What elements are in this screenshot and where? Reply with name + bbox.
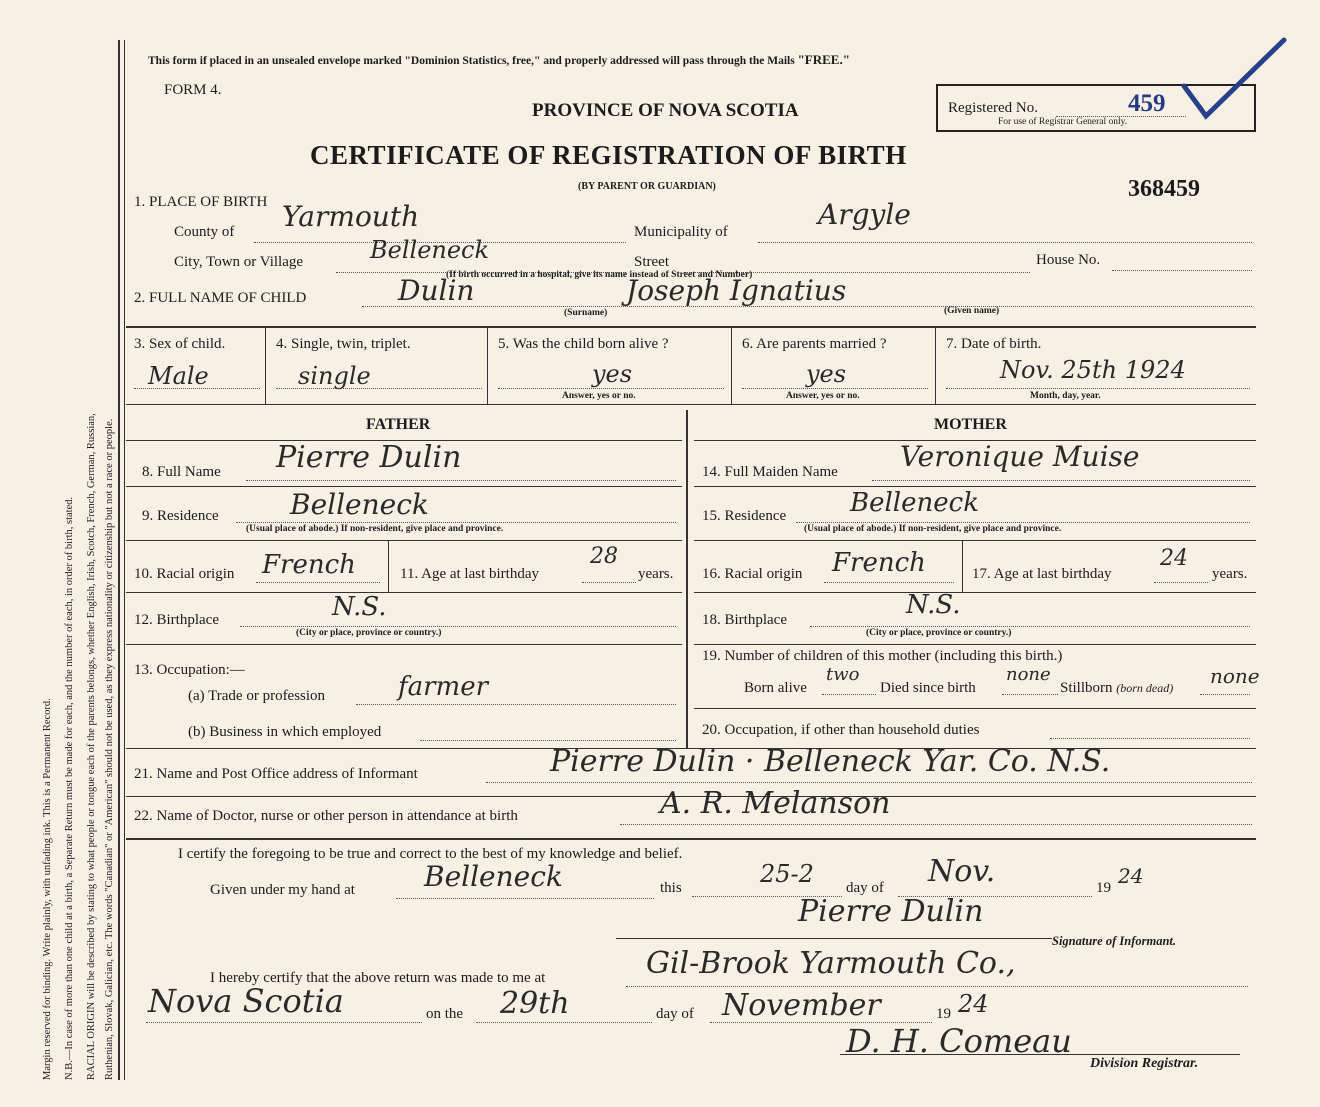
father-res-note: (Usual place of abode.) If non-resident, give place and province. [246, 524, 504, 534]
doctor-value: A. R. Melanson [660, 786, 891, 821]
registrar-on-label: on the [426, 1006, 464, 1022]
registrar-day-line [476, 1022, 652, 1023]
page-title: CERTIFICATE OF REGISTRATION OF BIRTH [310, 140, 907, 170]
mail-notice-text: This form if placed in an unsealed envelope marked "Dominion Statistics, free," and properly addressed will pass through the Mails [148, 55, 795, 67]
m-rule-5 [694, 644, 1256, 645]
child-name-label: 2. FULL NAME OF CHILD [134, 290, 307, 306]
father-name-value: Pierre Dulin [276, 440, 462, 475]
hospital-note: (If birth occurred in a hospital, give its name instead of Street and Number) [446, 270, 753, 280]
reg-note: For use of Registrar General only. [998, 117, 1128, 127]
born-alive-count: two [826, 664, 860, 685]
center-divider [686, 410, 688, 748]
rule-2 [126, 404, 1256, 405]
mother-bp-note: (City or place, province or country.) [866, 628, 1012, 638]
died-since-value: none [1006, 664, 1051, 685]
county-value: Yarmouth [282, 200, 420, 233]
col-rule-1 [265, 326, 266, 404]
registrar-signature: D. H. Comeau [846, 1022, 1072, 1060]
registrar-text: I hereby certify that the above return was made to me at [210, 970, 546, 986]
house-no-label: House No. [1036, 252, 1101, 268]
mother-bp-line [810, 626, 1250, 627]
registrar-title: Division Registrar. [1090, 1056, 1199, 1071]
father-name-line [246, 480, 676, 481]
mother-bp-label: 18. Birthplace [702, 612, 787, 628]
m-rule-4 [694, 592, 1256, 593]
doctor-line [620, 824, 1252, 825]
mother-age-label: 17. Age at last birthday [972, 566, 1112, 582]
dob-label: 7. Date of birth. [946, 336, 1042, 352]
signature-label: Signature of Informant. [1052, 934, 1176, 948]
certify-text: I certify the foregoing to be true and correct to the best of my knowledge and belief. [178, 846, 683, 862]
father-age-line [582, 582, 636, 583]
informant-value: Pierre Dulin · Belleneck Yar. Co. N.S. [550, 744, 1111, 779]
given-caption: (Given name) [944, 306, 1000, 316]
registrar-year: 24 [958, 990, 989, 1018]
born-alive-value: yes [592, 360, 633, 388]
mother-name-label: 14. Full Maiden Name [702, 464, 838, 480]
dob-caption: Month, day, year. [1030, 391, 1101, 401]
married-line [742, 388, 928, 389]
given-place-line [396, 898, 654, 899]
father-heading: FATHER [366, 416, 431, 433]
stillborn-note: (born dead) [1116, 681, 1174, 695]
street-label: Street [634, 254, 669, 270]
margin-note-4: Ruthenian, Slovak, Galician, etc. The words "Canadian" or "American" should not be used, as they express nationality or citizenship but not a race or people. [104, 418, 115, 1080]
f-rule-4 [126, 592, 682, 593]
stillborn-label-text: Stillborn [1060, 680, 1113, 696]
mother-name-line [872, 480, 1250, 481]
stillborn-label [1060, 680, 1173, 697]
sex-label: 3. Sex of child. [134, 336, 226, 352]
married-label: 6. Are parents married ? [742, 336, 887, 352]
stillborn-line [1200, 694, 1250, 695]
mother-bp-value: N.S. [906, 590, 961, 620]
father-bp-line [240, 626, 676, 627]
f-age-divider [388, 540, 389, 592]
county-label: County of [174, 224, 235, 240]
mail-notice [148, 52, 850, 68]
father-bp-note: (City or place, province or country.) [296, 628, 442, 638]
trade-line [356, 704, 676, 705]
father-name-label: 8. Full Name [142, 464, 221, 480]
married-answer-note: Answer, yes or no. [786, 391, 860, 401]
this-label: this [660, 880, 682, 896]
reg-label: Registered No. [948, 100, 1038, 116]
m-rule-2 [694, 486, 1256, 487]
informant-line [486, 782, 1252, 783]
father-race-line [256, 582, 380, 583]
check-mark-icon [1180, 34, 1290, 124]
mother-age-value: 24 [1160, 546, 1188, 571]
born-alive-count-label: Born alive [744, 680, 807, 696]
trade-value: farmer [398, 672, 489, 702]
mother-res-note: (Usual place of abode.) If non-resident, give place and province. [804, 524, 1062, 534]
father-bp-label: 12. Birthplace [134, 612, 219, 628]
col-rule-2 [487, 326, 488, 404]
rule-22 [126, 838, 1256, 840]
place-of-birth-label: 1. PLACE OF BIRTH [134, 194, 268, 210]
form-number: FORM 4. [164, 82, 222, 98]
mother-age-line [1154, 582, 1208, 583]
stillborn-value: none [1210, 664, 1260, 688]
married-value: yes [806, 360, 847, 388]
child-given-name: Joseph Ignatius [626, 274, 847, 307]
reg-number: 459 [1128, 90, 1166, 117]
died-since-line [1002, 694, 1058, 695]
mother-name-value: Veronique Muise [900, 440, 1140, 473]
children-count-label: 19. Number of children of this mother (including this birth.) [702, 648, 1063, 664]
mother-res-value: Belleneck [850, 488, 979, 518]
municipality-value: Argyle [818, 198, 911, 231]
registrar-year-prefix: 19 [936, 1006, 951, 1022]
city-label: City, Town or Village [174, 254, 304, 270]
plurality-line [276, 388, 482, 389]
mother-occ-label: 20. Occupation, if other than household duties [702, 722, 980, 738]
registrar-place-2-line [146, 1022, 422, 1023]
margin-note-3: RACIAL ORIGIN will be described by stating to what people or tongue each of the parents belongs, whether English, Irish, Scotch, French, German, Russian, [86, 413, 97, 1080]
father-race-value: French [262, 550, 356, 580]
margin-rule [118, 40, 120, 1080]
margin-note-2: N.B.—In case of more than one child at a birth, a Separate Return must be made for each, and the number of each, in order of birth, stated. [64, 496, 75, 1080]
month-value: Nov. [928, 854, 996, 889]
given-place-value: Belleneck [424, 860, 563, 893]
mother-years: years. [1212, 566, 1248, 582]
m-rule-3 [694, 540, 1256, 541]
mother-occ-line [1050, 738, 1250, 739]
mother-heading: MOTHER [934, 416, 1007, 433]
city-value: Belleneck [370, 236, 490, 264]
day-value: 25-2 [760, 860, 814, 888]
col-rule-3 [731, 326, 732, 404]
given-under-label: Given under my hand at [210, 882, 355, 898]
certificate-number: 368459 [1128, 176, 1200, 202]
registrar-place-2: Nova Scotia [148, 982, 344, 1020]
registrar-day-of: day of [656, 1006, 694, 1022]
father-bp-value: N.S. [332, 592, 387, 622]
dob-value: Nov. 25th 1924 [1000, 356, 1186, 384]
margin-note-1: Margin reserved for binding. Write plainly, with unfading ink. This is a Permanent Record. [42, 698, 53, 1080]
business-line [420, 740, 676, 741]
alive-answer-note: Answer, yes or no. [562, 391, 636, 401]
house-line [1112, 270, 1252, 271]
born-alive-count-line [822, 694, 876, 695]
m-age-divider [962, 540, 963, 592]
col-rule-4 [935, 326, 936, 404]
occupation-label: 13. Occupation:— [134, 662, 245, 678]
mother-race-line [824, 582, 954, 583]
plurality-value: single [298, 362, 371, 390]
born-alive-label: 5. Was the child born alive ? [498, 336, 669, 352]
father-age-label: 11. Age at last birthday [400, 566, 539, 582]
died-since-label: Died since birth [880, 680, 976, 696]
registrar-place-line [626, 986, 1248, 987]
father-res-label: 9. Residence [142, 508, 219, 524]
year-value: 24 [1118, 864, 1144, 888]
margin-rule-inner [124, 40, 125, 1080]
mail-free: "FREE." [797, 52, 850, 67]
father-age-value: 28 [590, 544, 618, 569]
registrar-place: Gil-Brook Yarmouth Co., [646, 946, 1016, 981]
father-res-value: Belleneck [290, 488, 429, 521]
mother-res-label: 15. Residence [702, 508, 787, 524]
alive-line [498, 388, 724, 389]
registrar-day: 29th [500, 986, 570, 1021]
f-rule-2 [126, 486, 682, 487]
informant-label: 21. Name and Post Office address of Informant [134, 766, 418, 782]
sex-line [134, 388, 260, 389]
mother-race-value: French [832, 548, 926, 578]
business-label: (b) Business in which employed [188, 724, 382, 740]
doctor-label: 22. Name of Doctor, nurse or other person in attendance at birth [134, 808, 518, 824]
trade-label: (a) Trade or profession [188, 688, 326, 704]
year-prefix: 19 [1096, 880, 1111, 896]
province-heading: PROVINCE OF NOVA SCOTIA [532, 100, 799, 121]
day-of-label: day of [846, 880, 884, 896]
f-rule-5 [126, 644, 682, 645]
m-rule-6 [694, 708, 1256, 709]
surname-caption: (Surname) [564, 308, 608, 318]
f-rule-3 [126, 540, 682, 541]
child-surname: Dulin [398, 274, 475, 307]
page-subtitle: (BY PARENT OR GUARDIAN) [578, 181, 716, 192]
father-years: years. [638, 566, 674, 582]
rule-1 [126, 326, 1256, 328]
signature-line [616, 938, 1052, 939]
mother-res-line [796, 522, 1250, 523]
municipality-label: Municipality of [634, 224, 728, 240]
dob-line [946, 388, 1250, 389]
registrar-signature-line [840, 1054, 1240, 1055]
registrar-month: November [722, 988, 881, 1023]
father-race-label: 10. Racial origin [134, 566, 235, 582]
informant-signature: Pierre Dulin [798, 894, 984, 929]
municipality-line [758, 242, 1252, 243]
mother-race-label: 16. Racial origin [702, 566, 803, 582]
father-res-line [236, 522, 676, 523]
plurality-label: 4. Single, twin, triplet. [276, 336, 411, 352]
sex-value: Male [148, 362, 209, 390]
